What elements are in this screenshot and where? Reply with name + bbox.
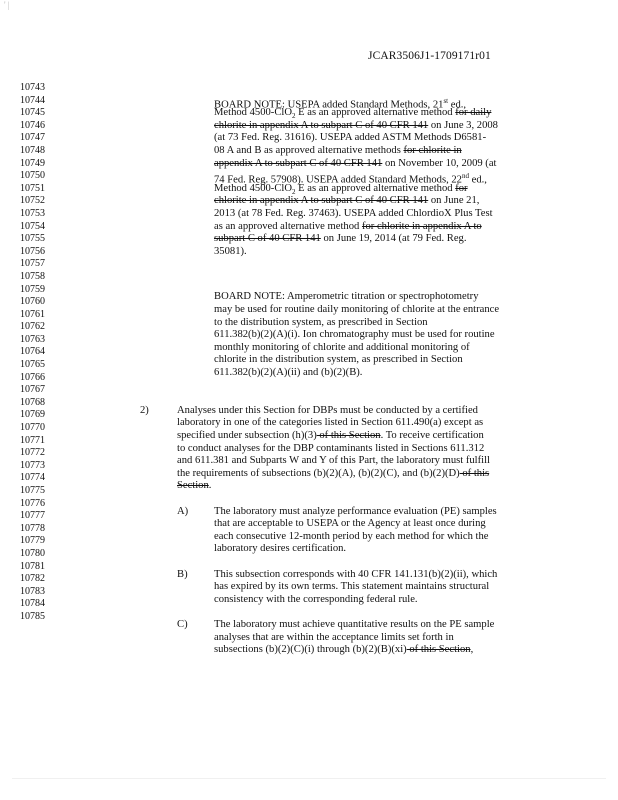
line-number: 10765: [20, 359, 45, 371]
item-a-line: laboratory desires certification.: [214, 543, 347, 555]
item-c-text: [214, 619, 494, 657]
item-2-line: Section.: [177, 480, 212, 492]
line-number: 10779: [20, 535, 45, 547]
line-number: 10743: [20, 82, 45, 93]
item-2-line: laboratory in one of the categories listed in Section 611.490(a) except as: [177, 417, 484, 429]
line-number: 10769: [20, 409, 45, 421]
board-note-1-line: appendix A to subpart C of 40 CFR 141 on November 10, 2009 (at: [214, 157, 497, 169]
line-number: 10756: [20, 245, 45, 257]
item-2-line: to conduct analyses for the DBP contaminants listed in Sections 611.312: [177, 442, 485, 454]
board-note-2-line: 611.382(b)(2)(A)(i). Ion chromatography must be used for routine: [214, 329, 495, 341]
board-note-2-line: chlorite in the distribution system, as prescribed in Section: [214, 354, 463, 366]
line-number: 10747: [20, 132, 45, 144]
line-number: 10762: [20, 321, 45, 333]
item-2-line: the requirements of subsections (b)(2)(A), (b)(2)(C), and (b)(2)(D) of this: [177, 467, 490, 479]
line-number: 10760: [20, 296, 45, 308]
item-a-label: A): [177, 505, 189, 517]
item-2-line: specified under subsection (h)(3) of this Section. To receive certification: [177, 429, 484, 441]
item-c-line: The laboratory must achieve quantitative results on the PE sample: [214, 619, 495, 630]
board-note-1-line: 35081).: [214, 245, 247, 257]
item-a-line: that are acceptable to USEPA or the Agency at least once during: [214, 518, 486, 530]
line-number: 10782: [20, 573, 45, 585]
item-2-text: [177, 405, 490, 493]
scan-corner-mark: ' |: [4, 0, 10, 10]
document-id-header: JCAR3506J1-1709171r01: [368, 50, 491, 62]
line-number: 10764: [20, 346, 45, 358]
line-number: 10754: [20, 220, 45, 232]
board-note-1-line: subpart C of 40 CFR 141 on June 19, 2014 (at 79 Fed. Reg.: [214, 233, 467, 245]
line-number: 10761: [20, 308, 45, 320]
board-note-1-line: as an approved alternative method for chlorite in appendix A to: [214, 220, 482, 232]
board-note-2-line: may be used for routine daily monitoring of chlorite at the entrance: [214, 303, 500, 315]
line-number: 10755: [20, 233, 45, 245]
line-number: 10778: [20, 522, 45, 534]
item-c-line: analyses that are within the acceptance limits set forth in: [214, 631, 454, 643]
item-b-line: This subsection corresponds with 40 CFR 141.131(b)(2)(ii), which: [214, 568, 498, 580]
item-b-line: consistency with the corresponding federal rule.: [214, 593, 418, 605]
page-bottom-edge: [12, 778, 606, 779]
line-number: 10784: [20, 598, 45, 610]
board-note-1-line: Method 4500-ClO$_2$ E as an approved alternative method for daily: [214, 107, 492, 121]
line-number: 10768: [20, 396, 45, 408]
board-note-1-line: 2013 (at 78 Fed. Reg. 37463). USEPA added ChlordioX Plus Test: [214, 207, 493, 219]
board-note-2: [214, 291, 499, 379]
line-number: 10746: [20, 119, 45, 131]
board-note-1-line: Method 4500-ClO$_2$ E as an approved alternative method for: [214, 182, 468, 196]
line-number: 10774: [20, 472, 45, 484]
item-b-line: has expired by its own terms. This statement maintains structural: [214, 581, 490, 593]
line-number: 10770: [20, 422, 45, 434]
board-note-2-line: BOARD NOTE: Amperometric titration or spectrophotometry: [214, 291, 479, 303]
item-b-label: B): [177, 568, 188, 580]
line-number: 10758: [20, 270, 45, 282]
line-number: 10753: [20, 207, 45, 219]
line-number: 10766: [20, 371, 45, 383]
line-number-column: [20, 82, 45, 624]
line-number: 10776: [20, 497, 45, 509]
line-number: 10750: [20, 170, 45, 182]
line-number: 10767: [20, 384, 45, 396]
line-number: 10780: [20, 547, 45, 559]
board-note-2-line: 611.382(b)(2)(A)(ii) and (b)(2)(B).: [214, 366, 363, 378]
line-number: 10781: [20, 560, 45, 572]
line-number: 10748: [20, 144, 45, 156]
board-note-2-line: monthly monitoring of chlorite and additional monitoring of: [214, 341, 470, 353]
line-number: 10777: [20, 510, 45, 522]
item-a-line: The laboratory must analyze performance evaluation (PE) samples: [214, 505, 497, 517]
line-number: 10771: [20, 434, 45, 446]
line-number: 10745: [20, 107, 45, 119]
board-note-1-line: chlorite in appendix A to subpart C of 40 CFR 141 on June 3, 2008: [214, 119, 498, 131]
board-note-1: [214, 95, 498, 259]
board-note-2-line: to the distribution system, as prescribed in Section: [214, 316, 428, 328]
line-number: 10783: [20, 585, 45, 597]
item-2-label: 2): [140, 404, 149, 416]
line-number: 10785: [20, 610, 45, 622]
item-2-line: Analyses under this Section for DBPs must be conducted by a certified: [177, 404, 478, 416]
line-number: 10763: [20, 333, 45, 345]
board-note-1-line: 74 Fed. Reg. 57908). USEPA added Standard Methods, 22nd ed.,: [214, 172, 487, 186]
line-number: 10773: [20, 459, 45, 471]
line-number: 10752: [20, 195, 45, 207]
item-a-text: [214, 506, 497, 556]
item-a-line: each consecutive 12-month period by each method for which the: [214, 530, 489, 542]
board-note-1-line: BOARD NOTE: USEPA added Standard Methods, 21st ed.,: [214, 96, 467, 111]
line-number: 10744: [20, 94, 45, 106]
line-number: 10757: [20, 258, 45, 270]
line-number: 10775: [20, 485, 45, 496]
board-note-1-line: chlorite in appendix A to subpart C of 40 CFR 141 on June 21,: [214, 195, 480, 207]
line-number: 10759: [20, 283, 45, 295]
item-b-text: [214, 569, 497, 607]
board-note-1-line: (at 73 Fed. Reg. 31616). USEPA added ASTM Methods D6581-: [214, 132, 487, 144]
item-c-line: subsections (b)(2)(C)(i) through (b)(2)(B)(xi) of this Section,: [214, 644, 474, 656]
item-c-label: C): [177, 619, 188, 630]
board-note-1-line: 08 A and B as approved alternative methods for chlorite in: [214, 144, 462, 156]
line-number: 10749: [20, 157, 45, 169]
item-2-line: and 611.381 and Subparts W and Y of this Part, the laboratory must fulfill: [177, 455, 490, 467]
line-number: 10751: [20, 182, 45, 194]
line-number: 10772: [20, 447, 45, 459]
